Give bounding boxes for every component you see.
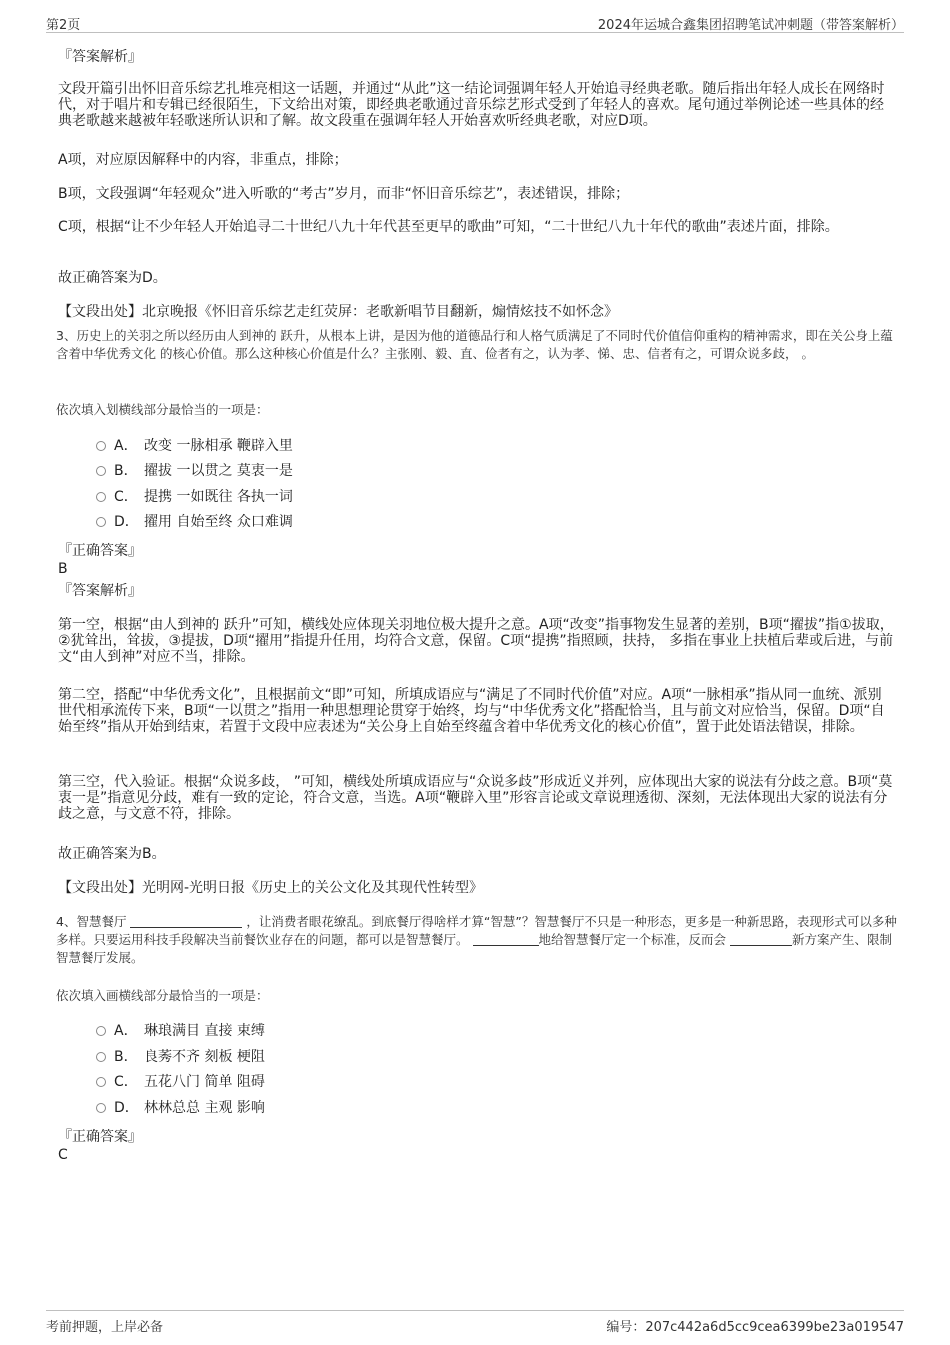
- radio-icon[interactable]: [96, 1026, 106, 1036]
- q3-source: 【文段出处】光明网-光明日报《历史上的关公文化及其现代性转型》: [58, 880, 484, 896]
- q4-answer: C: [58, 1147, 68, 1163]
- q3-option-c[interactable]: C． 提携 一如既往 各执一词: [96, 487, 293, 507]
- q2-analysis-b: B项，文段强调“年轻观众”进入听歌的“考古”岁月，而非“怀旧音乐综艺”，表述错误，排除；: [58, 186, 630, 202]
- q3-option-b[interactable]: B． 擢拔 一以贯之 莫衷一是: [96, 461, 293, 481]
- q4-option-b[interactable]: B． 良莠不齐 刻板 梗阻: [96, 1047, 265, 1067]
- q3-analysis-blank3: 第三空，代入验证。根据“众说多歧， ”可知，横线处所填成语应与“众说多歧”形成近义并列，应体现出大家的说法有分歧之意。B项“莫衷一是”指意见分歧，难有一致的定论，符合文意，当选。A项“鞭辟入里”形容言论或文章说理透彻、深刻，无法体现出大家的说法有分歧之意，与文意不符，排除。: [58, 774, 893, 822]
- q3-option-d[interactable]: D． 擢用 自始至终 众口难调: [96, 512, 293, 532]
- blank-3: [730, 933, 792, 946]
- q3-answer: B: [58, 561, 68, 577]
- q4-option-a[interactable]: A． 琳琅满目 直接 束缚: [96, 1021, 265, 1041]
- radio-icon[interactable]: [96, 1103, 106, 1113]
- q3-option-a[interactable]: A． 改变 一脉相承 鞭辟入里: [96, 436, 293, 456]
- radio-icon[interactable]: [96, 517, 106, 527]
- radio-icon[interactable]: [96, 1052, 106, 1062]
- q2-analysis-label: 『答案解析』: [58, 49, 142, 65]
- footer-slogan: 考前押题，上岸必备: [46, 1320, 164, 1335]
- q2-analysis-paragraph: 文段开篇引出怀旧音乐综艺扎堆亮相这一话题，并通过“从此”这一结论词强调年轻人开始追寻经典老歌。随后指出年轻人成长在网络时代，对于唱片和专辑已经很陌生，下文给出对策，即经典老歌通过音乐综艺形式受到了年轻人的喜欢。尾句通过举例论述一些具体的经典老歌越来越被年轻歌迷所认识和了解。故文段重在强调年轻人开始喜欢听经典老歌，对应D项。: [58, 81, 885, 129]
- radio-icon[interactable]: [96, 492, 106, 502]
- q3-conclusion: 故正确答案为B。: [58, 846, 166, 862]
- page-number: 第2页: [46, 18, 81, 33]
- q3-instruction: 依次填入划横线部分最恰当的一项是：: [56, 402, 269, 417]
- q3-analysis-blank2: 第二空，搭配“中华优秀文化”，且根据前文“即”可知，所填成语应与“满足了不同时代价值”对应。A项“一脉相承”指从同一血统、派别世代相承流传下来，B项“一以贯之”指用一种思想理论贯穿于始终，均与“中华优秀文化”搭配恰当，且与前文对应恰当，保留。D项“自始至终”指从开始到结束，若置于文段中应表述为“关公身上自始至终蕴含着中华优秀文化的核心价值”，置于此处语法错误，排除。: [58, 687, 885, 735]
- q4-instruction: 依次填入画横线部分最恰当的一项是：: [56, 988, 269, 1003]
- page-header: [46, 12, 904, 33]
- q2-analysis-a: A项，对应原因解释中的内容，非重点，排除；: [58, 152, 348, 168]
- q2-source: 【文段出处】北京晚报《怀旧音乐综艺走红荧屏：老歌新唱节目翻新，煽情炫技不如怀念》: [58, 304, 618, 320]
- radio-icon[interactable]: [96, 1077, 106, 1087]
- radio-icon[interactable]: [96, 441, 106, 451]
- blank-1: [130, 915, 242, 928]
- q4-option-d[interactable]: D． 林林总总 主观 影响: [96, 1098, 265, 1118]
- q3-analysis-blank1: 第一空，根据“由人到神的 跃升”可知，横线处应体现关羽地位极大提升之意。A项“改变”指事物发生显著的差别，B项“擢拔”指①拔取，②犹耸出，耸拔，③提拔，D项“擢用”指提升任用，均符合文意，保留。C项“提携”指照顾，扶持， 多指在事业上扶植后辈或后进，与前文“由人到神”对应不当，排除。: [58, 617, 894, 665]
- q2-conclusion: 故正确答案为D。: [58, 270, 167, 286]
- q3-stem: 3、历史上的关羽之所以经历由人到神的 跃升，从根本上讲，是因为他的道德品行和人格气质满足了不同时代价值信仰重构的精神需求，即在关公身上蕴含着中华优秀文化 的核心价值。那么这种核心价值是什么？主张刚、毅、直、俭者有之，认为孝、悌、忠、信者有之，可谓众说多歧， 。: [56, 328, 893, 361]
- q3-answer-label: 『正确答案』: [58, 543, 142, 559]
- blank-2: [473, 933, 539, 946]
- page-footer: [46, 1310, 904, 1335]
- q3-analysis-label: 『答案解析』: [58, 583, 142, 599]
- document-title: 2024年运城合鑫集团招聘笔试冲刺题（带答案解析）: [597, 18, 904, 33]
- q4-option-c[interactable]: C． 五花八门 简单 阻碍: [96, 1072, 265, 1092]
- document-id: 编号：207c442a6d5cc9cea6399be23a019547: [606, 1320, 904, 1335]
- q4-stem: 4、智慧餐厅 ，让消费者眼花缭乱。到底餐厅得啥样才算“智慧”？智慧餐厅不只是一种形态，更多是一种新思路，表现形式可以多种多样。只要运用科技手段解决当前餐饮业存在的问题，都可以是智慧餐厅。 地给智慧餐厅定一个标准，反而会 新方案产生、限制智慧餐厅发展。: [56, 914, 897, 965]
- q4-answer-label: 『正确答案』: [58, 1129, 142, 1145]
- radio-icon[interactable]: [96, 466, 106, 476]
- q2-analysis-c: C项，根据“让不少年轻人开始追寻二十世纪八九十年代甚至更早的歌曲”可知，“二十世纪八九十年代的歌曲”表述片面，排除。: [58, 219, 839, 235]
